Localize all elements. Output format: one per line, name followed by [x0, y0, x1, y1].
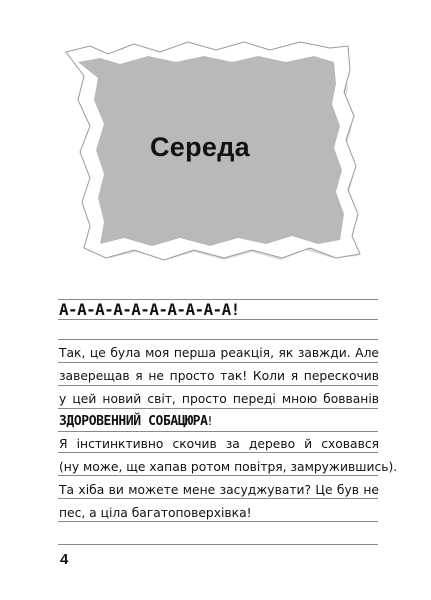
ruled-line: [58, 362, 378, 363]
ruled-line: [58, 319, 378, 320]
page-number: 4: [60, 551, 69, 568]
emphasis-text: ЗДОРОВЕННИЙ СОБАЦЮРА: [59, 414, 208, 429]
ruled-line: [58, 521, 378, 522]
paragraph1-line2: заверещав я не просто так! Коли я перескочив: [59, 369, 379, 383]
ruled-line: [58, 498, 378, 499]
ruled-line: [58, 452, 378, 453]
paragraph1-line4: [59, 414, 379, 429]
paragraph2-line3: Та хіба ви можете мене засуджувати? Це був не: [59, 483, 379, 497]
chapter-title: Середа: [150, 132, 250, 162]
paragraph2-line1: Я інстинктивно скочив за дерево й сховався: [59, 437, 379, 451]
ruled-line: [58, 475, 378, 476]
ruled-line: [58, 431, 378, 432]
ruled-line: [58, 544, 378, 545]
ruled-line: [58, 408, 378, 409]
paragraph1-line3: у цей новий світ, просто переді мною бовванів: [59, 392, 379, 406]
paragraph2-line4: пес, а ціла багатоповерхівка!: [59, 506, 252, 520]
paragraph2-line2: (ну може, ще хапав ротом повітря, замружившись).: [59, 460, 398, 474]
ruled-line: [58, 385, 378, 386]
paragraph1-line4-end: !: [207, 414, 213, 428]
ruled-line: [58, 339, 378, 340]
shout-text: А-А-А-А-А-А-А-А-А-А!: [59, 300, 240, 319]
paragraph1-line1: Так, це була моя перша реакція, як завжди. Але: [59, 346, 379, 360]
